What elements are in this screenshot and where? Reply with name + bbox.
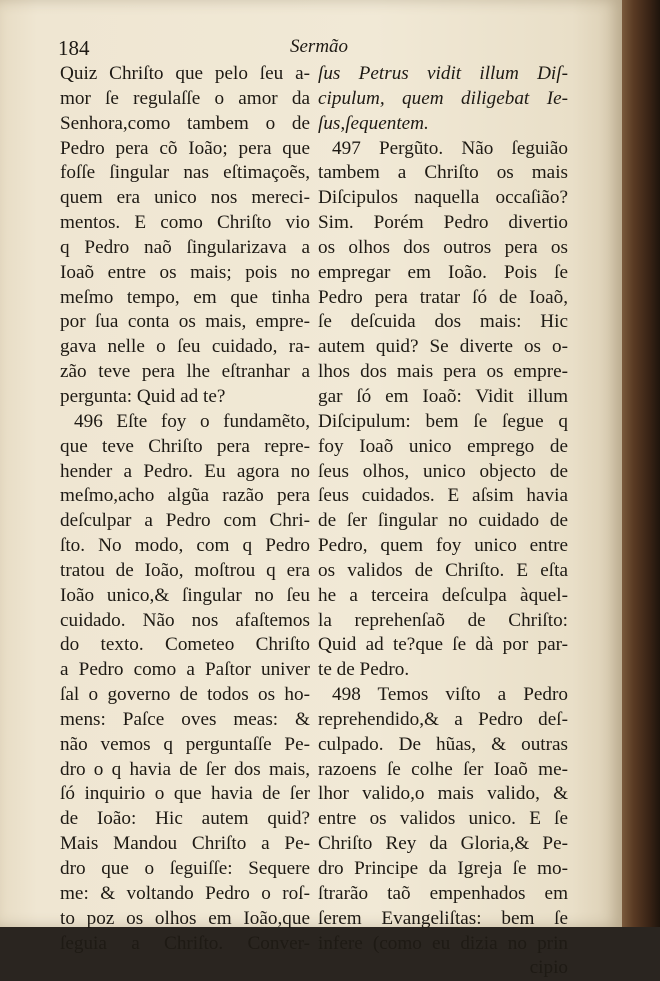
text-line: lhos dos mais pera os empre- [318, 361, 568, 383]
text-line: por ſua conta os mais, empre- [60, 311, 310, 333]
text-line: infere (como eu dizia no prin [318, 932, 568, 954]
text-line: foy Ioaõ unico emprego de [318, 435, 568, 457]
text-line: 496 Eſte foy o fundamẽto, [74, 410, 310, 432]
text-line: Quid ad te?que ſe dà por par- [318, 634, 568, 656]
text-line: 497 Pergũto. Não ſeguião [332, 137, 568, 159]
text-line: to poz os olhos em Ioão,que [60, 907, 310, 929]
text-line: reprehendido,& a Pedro deſ- [318, 708, 568, 730]
text-line: gava nelle o ſeu cuidado, ra- [60, 336, 310, 358]
text-line: tambem a Chriſto os mais [318, 162, 568, 184]
text-line: hender a Pedro. Eu agora no [60, 460, 310, 482]
text-line: Pedro pera tratar ſó de Ioaõ, [318, 286, 568, 308]
text-line: razoens ſe colhe ſer Ioaõ me- [318, 758, 568, 780]
catchword: cipio [529, 957, 568, 979]
right-text-column [318, 62, 568, 981]
text-line: dro Principe da Igreja ſe mo- [318, 858, 568, 879]
text-line: ſerem Evangeliſtas: bem ſe [318, 907, 568, 929]
text-line: ſal o governo de todos os ho- [60, 684, 310, 706]
text-line: mor ſe regulaſſe o amor da [60, 87, 310, 109]
text-line: cipulum, quem diligebat Ie- [318, 87, 568, 109]
book-spine-edge [622, 0, 660, 927]
text-line: Ioaõ entre os mais; pois no [60, 261, 310, 283]
text-line: que teve Chriſto pera repre- [60, 435, 310, 457]
text-line: ſeus olhos, unico objecto de [318, 460, 568, 482]
text-line: Pedro pera cõ Ioão; pera que [60, 137, 310, 159]
text-line: mentos. E como Chriſto vio [60, 212, 310, 234]
text-line: mens: Paſce oves meas: & [60, 708, 310, 730]
text-line: culpado. De hũas, & outras [318, 733, 568, 755]
text-line: do texto. Cometeo Chriſto [60, 634, 310, 656]
text-line: ſe deſcuida dos mais: Hic [318, 311, 568, 333]
text-line: 498 Temos viſto a Pedro [332, 684, 568, 706]
text-line: os olhos dos outros pera os [318, 236, 568, 258]
text-line: Diſcipulum: bem ſe ſegue q [318, 410, 568, 432]
text-line: lhor valido,o mais valido, & [318, 783, 568, 805]
text-line: empregar em Ioão. Pois ſe [318, 261, 568, 283]
text-line: la reprehenſaõ de Chriſto: [318, 609, 568, 631]
text-line: deſculpar a Pedro com Chri- [60, 510, 310, 532]
text-line: ſeguia a Chriſto. Conver- [60, 932, 310, 954]
text-line: ſto. No modo, com q Pedro [60, 535, 310, 557]
text-line: quem era unico nos mereci- [60, 187, 310, 209]
text-line: meſmo tempo, em que tinha [60, 286, 310, 308]
text-line: cuidado. Não nos afaſtemos [60, 609, 310, 631]
page-header [58, 36, 562, 64]
running-title: Sermão [290, 36, 349, 57]
text-line: Senhora,como tambem o de [60, 112, 310, 134]
text-line: tratou de Ioão, moſtrou q era [60, 559, 310, 581]
text-line: ſus,ſequentem. [318, 112, 429, 134]
text-line: Diſcipulos naquella occaſião? [318, 187, 568, 209]
page-number: 184 [58, 36, 90, 60]
left-text-column [60, 62, 310, 956]
text-line: meſmo,acho algũa razão pera [60, 485, 310, 507]
text-line: ſtrarão taõ empenhados em [318, 882, 568, 904]
text-line: ſeus cuidados. E aſsim havia [318, 485, 568, 507]
text-line: ſó inquirio o que havia de ſer [60, 783, 310, 805]
text-line: gar ſó em Ioaõ: Vidit illum [318, 385, 568, 407]
text-line: Chriſto Rey da Gloria,& Pe- [318, 833, 568, 855]
text-line: zão teve pera lhe eſtranhar a [60, 361, 310, 383]
text-line: entre os validos unico. E ſe [318, 808, 568, 830]
text-line: Ioão unico,& ſingular no ſeu [60, 584, 310, 606]
text-line: de ſer ſingular no cuidado de [318, 510, 568, 532]
text-line: Quiz Chriſto que pelo ſeu a- [60, 63, 310, 84]
text-line: Sim. Porém Pedro divertio [318, 212, 568, 234]
text-line: te de Pedro. [318, 659, 410, 681]
text-line: a Pedro como a Paſtor univer [60, 659, 310, 681]
text-line: he a terceira deſculpa àquel- [318, 584, 568, 606]
text-line: autem quid? Se diverte os o- [318, 336, 568, 358]
text-line: Pedro, quem foy unico entre [318, 535, 568, 557]
text-line: os validos de Chriſto. E eſta [318, 559, 568, 581]
text-line: Mais Mandou Chriſto a Pe- [60, 833, 310, 855]
text-line: foſſe ſingular nas eſtimaçoẽs, [60, 162, 310, 184]
text-line: dro o q havia de ſer dos mais, [60, 758, 310, 780]
text-line: q Pedro naõ ſingularizava a [60, 236, 310, 258]
text-line: me: & voltando Pedro o roſ- [60, 882, 310, 904]
text-line: ſus Petrus vidit illum Diſ- [318, 63, 568, 84]
text-line: de Ioão: Hic autem quid? [60, 808, 310, 830]
text-line: não vemos q perguntaſſe Pe- [60, 733, 310, 755]
text-line: dro que o ſeguiſſe: Sequere [60, 858, 310, 879]
text-line: pergunta: Quid ad te? [60, 385, 226, 407]
